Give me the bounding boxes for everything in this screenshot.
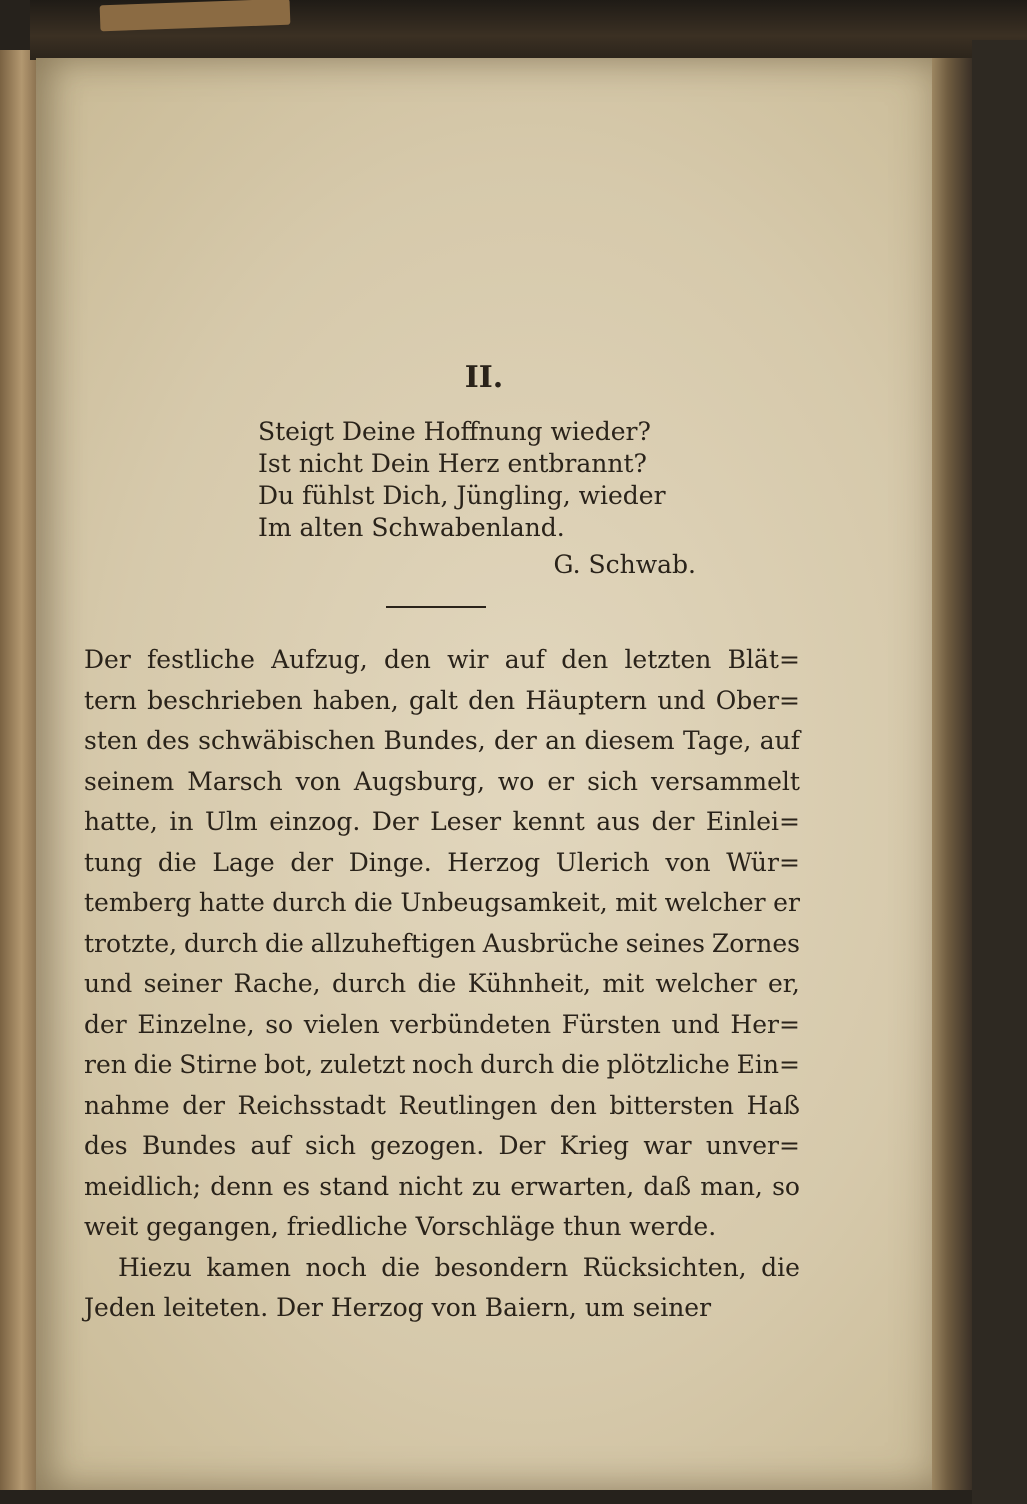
text-line: trotzte, durch die allzuheftigen Ausbrüche seines Zornes xyxy=(84,928,800,958)
section-divider xyxy=(386,606,486,608)
text-line: seinem Marsch von Augsburg, wo er sich versammelt xyxy=(84,766,800,796)
chapter-heading: II. xyxy=(464,360,504,395)
text-line: Hiezu kamen noch die besondern Rücksichten, die xyxy=(118,1252,800,1282)
text-line: hatte, in Ulm einzog. Der Leser kennt aus der Einlei= xyxy=(84,807,800,836)
poem-line: Ist nicht Dein Herz entbrannt? xyxy=(258,449,647,478)
body-text xyxy=(84,640,800,1329)
text-line: weit gegangen, friedliche Vorschläge thun werde. xyxy=(84,1212,717,1241)
text-line: Der festliche Aufzug, den wir auf den letzten Blät= xyxy=(84,645,800,674)
text-line: tern beschrieben haben, galt den Häuptern und Ober= xyxy=(84,685,800,715)
poem-line: Steigt Deine Hoffnung wieder? xyxy=(258,417,651,446)
book-cover-right xyxy=(972,40,1027,1504)
text-line: temberg hatte durch die Unbeugsamkeit, mit welcher er xyxy=(84,888,800,917)
text-line: ren die Stirne bot, zuletzt noch durch die plötzliche Ein= xyxy=(84,1050,800,1079)
page-stack-edge xyxy=(932,58,972,1490)
text-line: der Einzelne, so vielen verbündeten Fürsten und Her= xyxy=(84,1009,800,1039)
book-page xyxy=(36,58,932,1490)
text-line: und seiner Rache, durch die Kühnheit, mit welcher er, xyxy=(84,969,800,998)
text-line: sten des schwäbischen Bundes, der an diesem Tage, auf xyxy=(84,726,800,755)
poem-line: Du fühlst Dich, Jüngling, wieder xyxy=(258,481,666,510)
text-line: meidlich; denn es stand nicht zu erwarten, daß man, so xyxy=(84,1171,800,1201)
text-line: Jeden leiteten. Der Herzog von Baiern, um seiner xyxy=(84,1293,712,1322)
poem-line: Im alten Schwabenland. xyxy=(258,513,565,542)
text-line: des Bundes auf sich gezogen. Der Krieg war unver= xyxy=(84,1131,800,1160)
poem-author: G. Schwab. xyxy=(553,550,696,579)
previous-page-edge xyxy=(0,50,36,1490)
epigraph-poem xyxy=(258,416,698,544)
text-line: nahme der Reichsstadt Reutlingen den bittersten Haß xyxy=(84,1090,800,1120)
text-line: tung die Lage der Dinge. Herzog Ulerich von Wür= xyxy=(84,847,800,877)
